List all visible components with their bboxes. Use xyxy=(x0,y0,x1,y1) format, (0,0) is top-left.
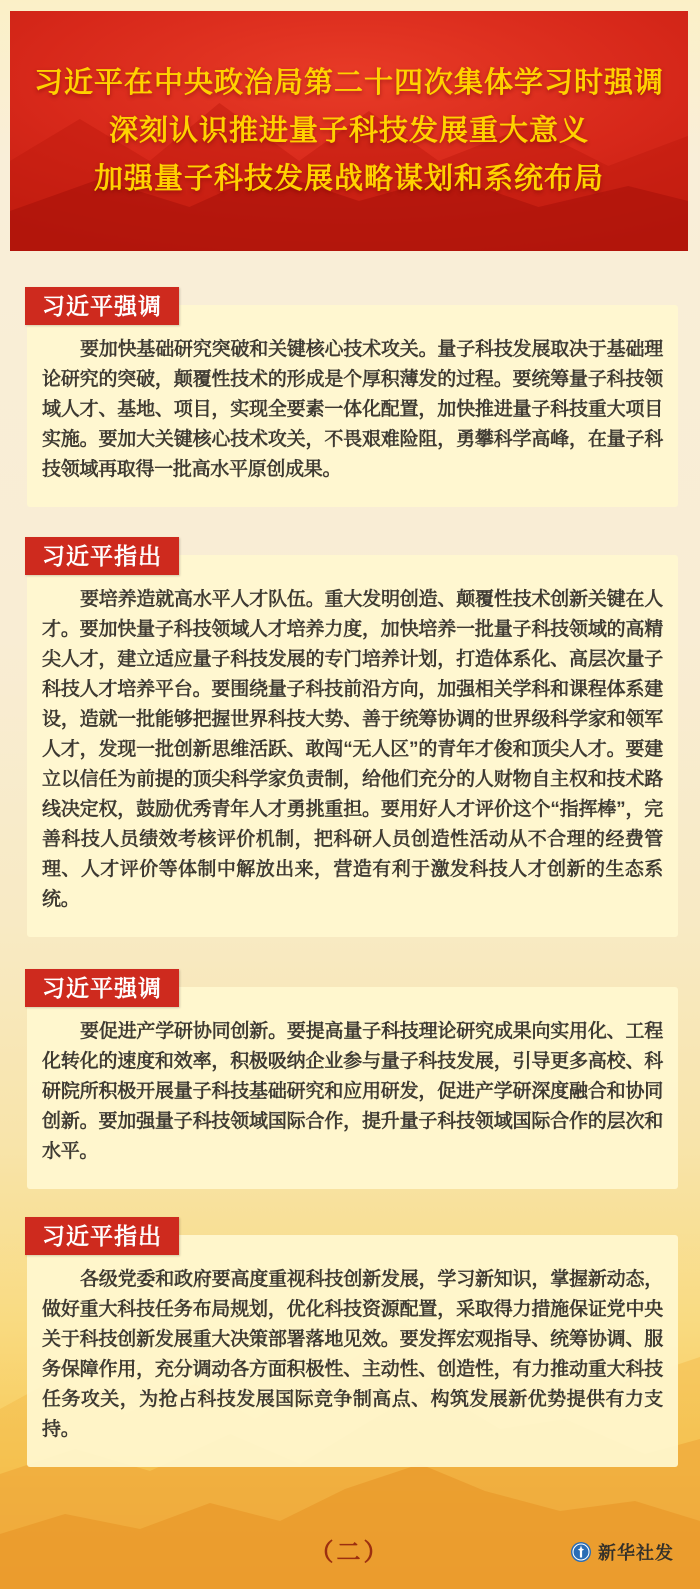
publisher-credit xyxy=(571,1539,674,1565)
section-pointout-1 xyxy=(0,537,700,937)
section-pointout-2 xyxy=(0,1217,700,1467)
section-emphasize-2 xyxy=(0,969,700,1189)
header-banner xyxy=(10,11,688,251)
page-number: （二） xyxy=(309,1539,391,1566)
section-badge: 习近平强调 xyxy=(25,287,179,325)
section-text-box xyxy=(27,555,678,937)
section-paragraph: 要促进产学研协同创新。要提高量子科技理论研究成果向实用化、工程化转化的速度和效率，积极吸纳企业参与量子科技发展，引导更多高校、科研院所积极开展量子科技基础研究和应用研发，促进产学研深度融合和协同创新。要加强量子科技领域国际合作，提升量子科技领域国际合作的层次和水平。 xyxy=(42,1021,663,1162)
section-text-box xyxy=(27,305,678,507)
header-title-line-2: 深刻认识推进量子科技发展重大意义 xyxy=(108,115,589,147)
publisher-credit-label: 新华社发 xyxy=(598,1543,674,1563)
header-title-line-1: 习近平在中央政治局第二十四次集体学习时强调 xyxy=(33,67,664,99)
section-badge: 习近平强调 xyxy=(25,969,179,1007)
xinhua-logo-icon xyxy=(571,1542,591,1562)
section-paragraph: 各级党委和政府要高度重视科技创新发展，学习新知识，掌握新动态，做好重大科技任务布局规划，优化科技资源配置，采取得力措施保证党中央关于科技创新发展重大决策部署落地见效。要发挥宏观指导、统筹协调、服务保障作用，充分调动各方面积极性、主动性、创造性，有力推动重大科技任务攻关，为抢占科技发展国际竞争制高点、构筑发展新优势提供有力支持。 xyxy=(42,1269,663,1440)
section-badge: 习近平指出 xyxy=(25,537,179,575)
section-text-box xyxy=(27,987,678,1189)
section-emphasize-1 xyxy=(0,287,700,507)
section-paragraph: 要培养造就高水平人才队伍。重大发明创造、颠覆性技术创新关键在人才。要加快量子科技领域人才培养力度，加快培养一批量子科技领域的高精尖人才，建立适应量子科技发展的专门培养计划，打造体系化、高层次量子科技人才培养平台。要围绕量子科技前沿方向，加强相关学科和课程体系建设，造就一批能够把握世界科技大势、善于统筹协调的世界级科学家和领军人才，发现一批创新思维活跃、敢闯“无人区”的青年才俊和顶尖人才。要建立以信任为前提的顶尖科学家负责制，给他们充分的人财物自主权和技术路线决定权，鼓励优秀青年人才勇挑重担。要用好人才评价这个“指挥棒”，完善科技人员绩效考核评价机制，把科研人员创造性活动从不合理的经费管理、人才评价等体制中解放出来，营造有利于激发科技人才创新的生态系统。 xyxy=(42,589,663,910)
section-badge: 习近平指出 xyxy=(25,1217,179,1255)
section-text-box xyxy=(27,1235,678,1467)
header-title-line-3: 加强量子科技发展战略谋划和系统布局 xyxy=(93,163,604,195)
section-paragraph: 要加快基础研究突破和关键核心技术攻关。量子科技发展取决于基础理论研究的突破，颠覆性技术的形成是个厚积薄发的过程。要统筹量子科技领域人才、基地、项目，实现全要素一体化配置，加快推进量子科技重大项目实施。要加大关键核心技术攻关，不畏艰难险阻，勇攀科学高峰，在量子科技领域再取得一批高水平原创成果。 xyxy=(42,339,663,480)
